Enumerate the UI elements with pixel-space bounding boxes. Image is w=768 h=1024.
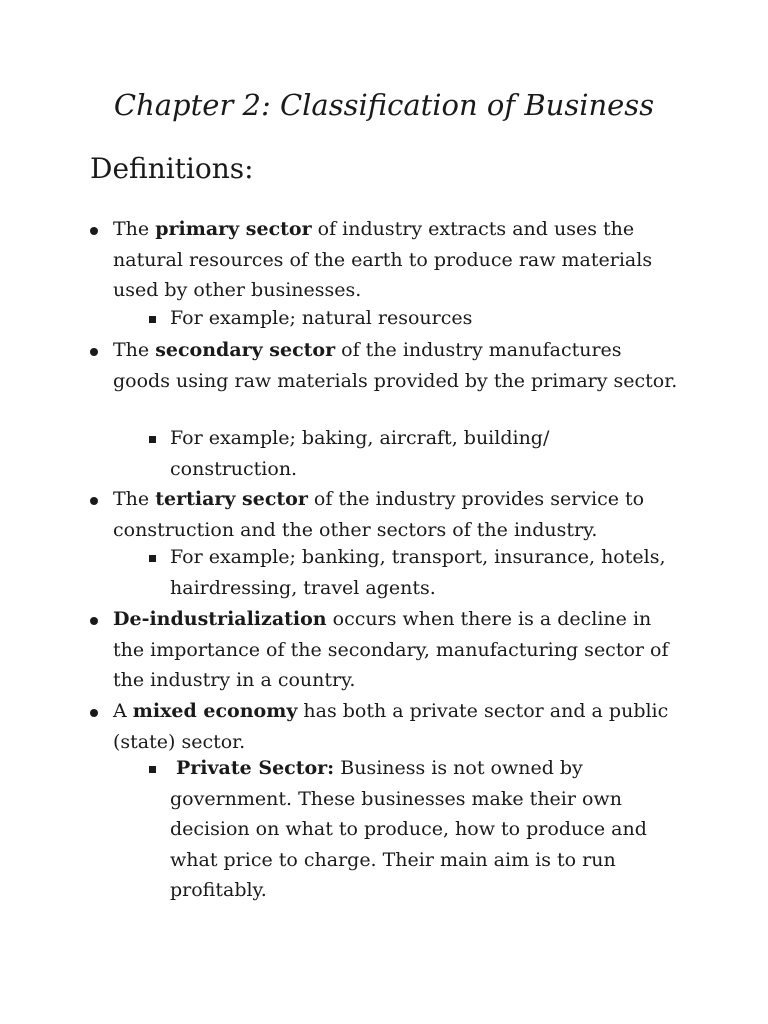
definition-term: mixed economy	[132, 700, 298, 722]
definition-text: has both a private sector and a public (state) sector.	[113, 700, 669, 753]
definition-text: occurs when there is a decline in the importance of the secondary, manufacturing sector of the industry in a country.	[113, 608, 669, 691]
definition-term: secondary sector	[155, 339, 336, 361]
definition-text: of the industry provides service to construction and the other sectors of the industry.	[113, 488, 645, 541]
bullet-dot-icon	[90, 488, 100, 498]
bullet-dot-icon	[90, 700, 100, 710]
definition-tertiary-sector	[113, 484, 683, 545]
bullet-square-icon	[149, 424, 157, 432]
example-secondary-sector: For example; baking, aircraft, building/ construction.	[170, 427, 550, 480]
bullet-dot-icon	[90, 218, 100, 228]
definitions-heading: Definitions:	[90, 152, 254, 185]
bullet-dot-icon	[90, 608, 100, 618]
private-sector-definition	[170, 753, 670, 906]
bullet-square-icon	[149, 543, 157, 551]
definition-prefix: The	[113, 488, 156, 510]
private-sector-text: Business is not owned by government. These businesses make their own decision on what to produce, how to produce and what price to charge. Their main aim is to run profitably.	[170, 757, 647, 901]
definition-prefix: The	[113, 339, 156, 361]
definition-term: primary sector	[155, 218, 312, 240]
example-tertiary-sector: For example; banking, transport, insurance, hotels, hairdressing, travel agents.	[170, 546, 666, 599]
definition-de-industrialization	[113, 604, 683, 696]
chapter-title: Chapter 2: Classification of Business	[113, 88, 655, 122]
bullet-square-icon	[149, 304, 157, 312]
definition-term: tertiary sector	[155, 488, 308, 510]
definition-term: De-industrialization	[113, 608, 327, 630]
example-primary-sector: For example; natural resources	[170, 307, 473, 329]
bullet-square-icon	[149, 754, 157, 762]
definition-text: of the industry manufactures goods using raw materials provided by the primary sector.	[113, 339, 678, 392]
definition-prefix: A	[113, 700, 133, 722]
definition-mixed-economy	[113, 696, 683, 757]
definition-primary-sector	[113, 214, 683, 306]
private-sector-term: Private Sector:	[176, 757, 335, 779]
definition-text: of industry extracts and uses the natural resources of the earth to produce raw materials used by other businesses.	[113, 218, 653, 301]
bullet-dot-icon	[90, 339, 100, 349]
definition-secondary-sector	[113, 335, 683, 396]
definition-prefix: The	[113, 218, 156, 240]
